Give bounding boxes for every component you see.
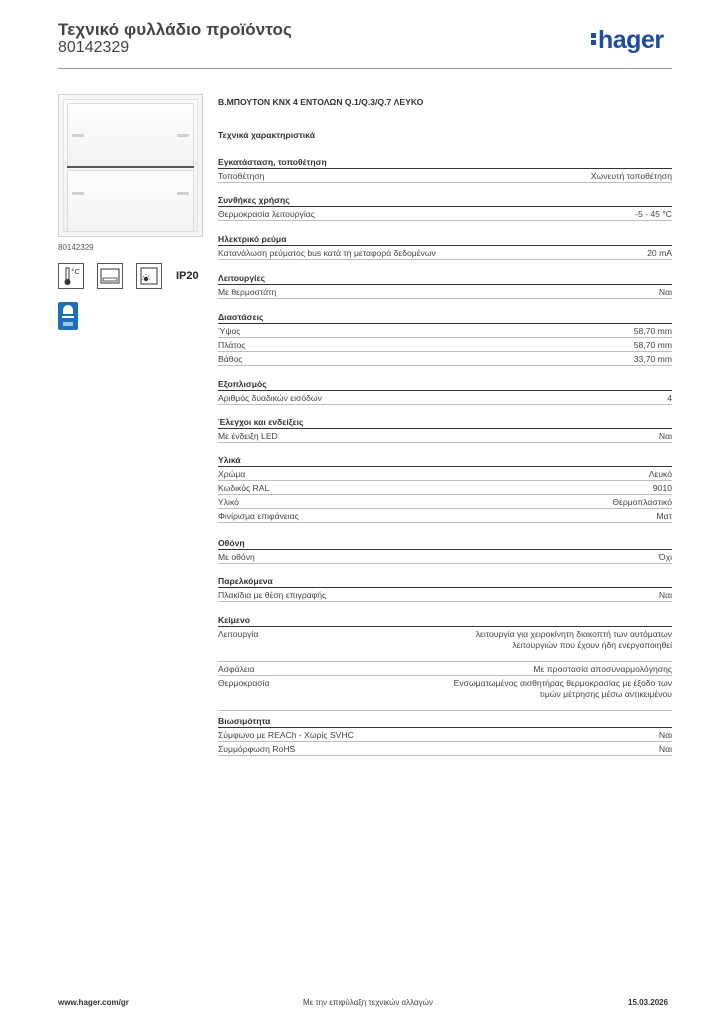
- spec-value: Όχι: [658, 552, 672, 562]
- spec-value: 9010: [652, 483, 672, 493]
- section-title: Παρελκόμενα: [218, 576, 273, 586]
- tech-specs-heading: Τεχνικά χαρακτηριστικά: [218, 130, 315, 140]
- ip-rating-badge: IP20: [176, 270, 199, 282]
- section-title: Βιωσιμότητα: [218, 716, 271, 726]
- spec-label: Τοποθέτηση: [218, 171, 265, 181]
- spec-value: Με προστασία αποσυναρμολόγησης: [533, 664, 672, 674]
- spec-value: Ναι: [658, 431, 672, 441]
- spec-value: Θερμοπλαστικό: [612, 497, 672, 507]
- section-title: Διαστάσεις: [218, 312, 264, 322]
- spec-row: [218, 391, 672, 405]
- spec-value: 58,70 mm: [633, 326, 672, 336]
- article-number: 80142329: [58, 39, 130, 56]
- spec-label: Βάθος: [218, 354, 243, 364]
- spec-row: [218, 662, 672, 676]
- spec-label: Φινίρισμα επιφάνειας: [218, 511, 299, 521]
- section-title: Ηλεκτρικό ρεύμα: [218, 234, 287, 244]
- spec-label: Με θερμοστάτη: [218, 287, 277, 297]
- spec-row: [218, 550, 672, 564]
- section-title: Εγκατάσταση, τοποθέτηση: [218, 157, 327, 167]
- spec-row: [218, 742, 672, 756]
- spec-label: Ασφάλεια: [218, 664, 255, 674]
- spec-row: [218, 481, 672, 495]
- section-title: Οθόνη: [218, 538, 245, 548]
- spec-value: 58,70 mm: [633, 340, 672, 350]
- spec-label: Συμμόρφωση RoHS: [218, 744, 296, 754]
- spec-row: [218, 169, 672, 183]
- spec-value: 33,70 mm: [633, 354, 672, 364]
- spec-row: [218, 467, 672, 481]
- section-title: Εξοπλισμός: [218, 379, 267, 389]
- spec-label: Θερμοκρασία λειτουργίας: [218, 209, 315, 219]
- spec-row: [218, 588, 672, 602]
- spec-label: Υλικό: [218, 497, 239, 507]
- spec-value: Ναι: [658, 744, 672, 754]
- spec-label: Κωδικός RAL: [218, 483, 270, 493]
- footer-date: 15.03.2026: [628, 998, 669, 1007]
- spec-value: Χωνευτή τοποθέτηση: [590, 171, 672, 181]
- footer-disclaimer: Με την επιφύλαξη τεχνικών αλλαγών: [303, 998, 433, 1007]
- spec-label: Με οθόνη: [218, 552, 255, 562]
- flush-mount-icon: [97, 263, 123, 289]
- spec-label: Λειτουργία: [218, 629, 259, 639]
- spec-row: [218, 352, 672, 366]
- spec-value: Ματ: [656, 511, 672, 521]
- section-title: Έλεγχοι και ενδείξεις: [218, 417, 304, 427]
- spec-value: 4: [667, 393, 672, 403]
- spec-row: [218, 509, 672, 523]
- spec-label: Ύψος: [218, 326, 241, 336]
- product-image: [58, 94, 203, 237]
- header-divider: [58, 68, 672, 69]
- spec-value: Λευκό: [648, 469, 672, 479]
- spec-value: -5 - 45 °C: [635, 209, 672, 219]
- led-indicator-icon: [136, 263, 162, 289]
- section-title: Συνθήκες χρήσης: [218, 195, 290, 205]
- spec-row: [218, 429, 672, 443]
- image-caption: 80142329: [58, 243, 94, 252]
- hager-logo: hager: [591, 26, 664, 55]
- spec-label: Κατανάλωση ρεύματος bus κατά τη μεταφορά δεδομένων: [218, 248, 436, 258]
- spec-label: Σύμφωνο με REACh - Χωρίς SVHC: [218, 730, 354, 740]
- spec-label: Πλάτος: [218, 340, 246, 350]
- footer-url[interactable]: www.hager.com/gr: [58, 998, 129, 1007]
- section-title: Λειτουργίες: [218, 273, 266, 283]
- spec-row: [218, 285, 672, 299]
- section-title: Κείμενο: [218, 615, 251, 625]
- spec-value: 20 mA: [647, 248, 672, 258]
- spec-value: Ναι: [658, 287, 672, 297]
- spec-row: [218, 338, 672, 352]
- spec-row: [218, 324, 672, 338]
- spec-row: [218, 627, 672, 662]
- spec-value: Ναι: [658, 590, 672, 600]
- section-title: Υλικά: [218, 455, 241, 465]
- knx-logo-icon: [58, 302, 78, 330]
- svg-text:°C: °C: [71, 268, 80, 276]
- product-title: Β.ΜΠΟΥΤΟΝ KNX 4 ΕΝΤΟΛΩΝ Q.1/Q.3/Q.7 ΛΕΥΚΟ: [218, 97, 424, 107]
- spec-label: Πλακίδια με θέση επιγραφής: [218, 590, 327, 600]
- spec-row: [218, 246, 672, 260]
- spec-label: Χρώμα: [218, 469, 246, 479]
- spec-row: [218, 495, 672, 509]
- spec-row: [218, 728, 672, 742]
- spec-value: Ναι: [658, 730, 672, 740]
- spec-value: λειτουργία για χειροκίνητη διακοπτή των αυτόματων λειτουργιών που έχουν ήδη ενεργοποιηθεί: [475, 629, 672, 650]
- spec-label: Αριθμός δυαδικών εισόδων: [218, 393, 322, 403]
- temperature-icon: [58, 263, 84, 289]
- document-title: Τεχνικό φυλλάδιο προϊόντος: [58, 20, 292, 39]
- spec-value: Ενσωματωμένος αισθητήρας θερμοκρασίας με έξοδο των τιμών μέτρησης μέσω αντικειμένου: [453, 678, 672, 699]
- spec-label: Με ένδειξη LED: [218, 431, 278, 441]
- spec-row: [218, 676, 672, 711]
- spec-label: Θερμοκρασία: [218, 678, 270, 688]
- spec-row: [218, 207, 672, 221]
